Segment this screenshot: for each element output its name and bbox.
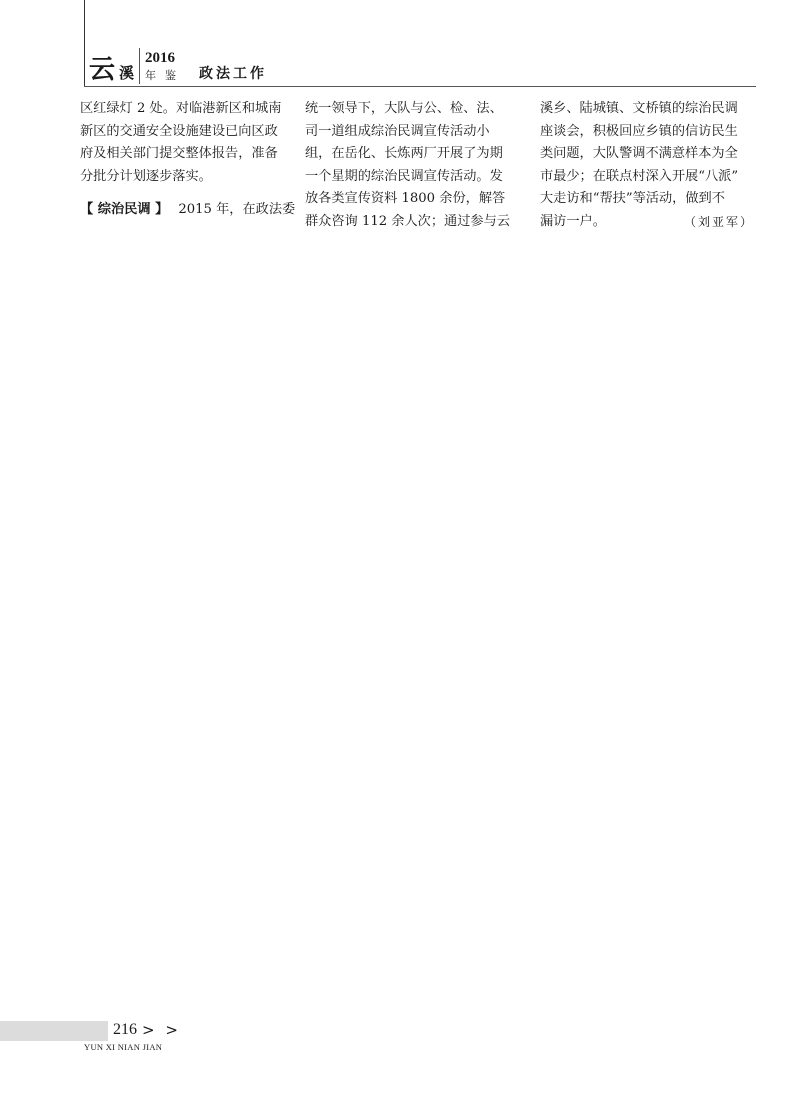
header-horizontal-rule xyxy=(84,86,756,87)
text-line: 新区的交通安全设施建设已向区政 xyxy=(80,123,278,139)
text-column-3 xyxy=(540,98,754,234)
text-column-2 xyxy=(305,98,515,234)
section-heading-zongzhi-mindiao: 【 综治民调 】 xyxy=(80,202,169,218)
text-line: 一个星期的综治民调宣传活动。发 xyxy=(305,168,503,184)
text-line: 分批分计划逐步落实。 xyxy=(80,168,212,184)
text-line xyxy=(80,199,296,222)
yearbook-logo-yun: 云 xyxy=(89,55,117,85)
paragraph-start: 2015 年，在政法委 xyxy=(178,202,296,218)
text-line: 放各类宣传资料 1800 余份，解答 xyxy=(305,191,506,207)
header-separator xyxy=(139,48,140,84)
yearbook-label: 年鉴 xyxy=(145,69,185,82)
text-line: 溪乡、陆城镇、文桥镇的综治民调 xyxy=(540,101,738,116)
text-line: 府及相关部门提交整体报告，准备 xyxy=(80,146,278,162)
header-vertical-rule xyxy=(84,0,85,86)
text-column-1 xyxy=(80,98,296,222)
text-line: 市最少；在联点村深入开展“八派” xyxy=(540,168,739,184)
text-line xyxy=(540,211,754,234)
text-line: 群众咨询 112 余人次；通过参与云 xyxy=(305,213,510,229)
page-arrows: > > xyxy=(142,1021,181,1039)
paragraph-gap xyxy=(80,188,285,199)
yearbook-logo-xi: 溪 xyxy=(119,64,135,82)
text-line: 座谈会，积极回应乡镇的信访民生 xyxy=(540,123,738,139)
text-line: 区红绿灯 2 处。对临港新区和城南 xyxy=(80,101,282,116)
text-line: 组，在岳化、长炼两厂开展了为期 xyxy=(305,146,503,162)
page-number: 216 xyxy=(113,1021,137,1038)
text-line: 统一领导下，大队与公、检、法、 xyxy=(305,101,503,116)
footer-english-title: YUN XI NIAN JIAN xyxy=(84,1042,163,1052)
text-line: 类问题，大队警调不满意样本为全 xyxy=(540,146,738,162)
text-line: 司一道组成综治民调宣传活动小 xyxy=(305,123,490,139)
text-line-end: 漏访一户。 xyxy=(540,213,606,229)
yearbook-year: 2016 xyxy=(145,50,175,66)
footer-bar xyxy=(0,1021,108,1041)
author-byline: （刘亚军） xyxy=(683,214,754,229)
section-title: 政法工作 xyxy=(199,66,267,82)
text-line: 大走访和“帮扶”等活动，做到不 xyxy=(540,191,725,207)
